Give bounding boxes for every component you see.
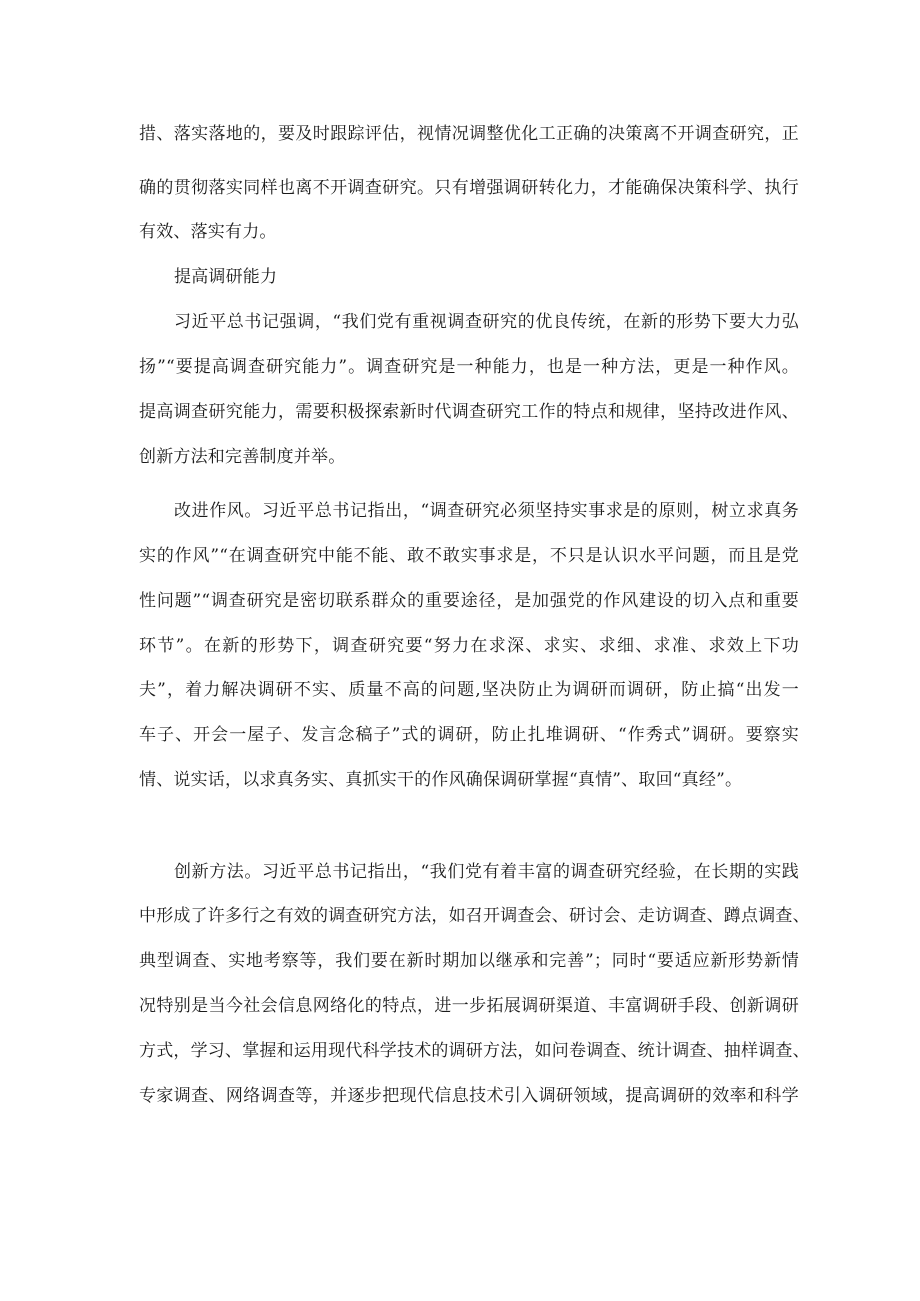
text-line: 中形成了许多行之有效的调查研究方法，如召开调查会、研讨会、走访调查、蹲点调查、 — [139, 906, 810, 926]
text-line: 改进作风。习近平总书记指出，“调查研究必须坚持实事求是的原则，树立求真务 — [174, 501, 799, 521]
text-line: 车子、开会一屋子、发言念稿子”式的调研，防止扎堆调研、“作秀式”调研。要察实 — [139, 725, 799, 745]
text-line: 习近平总书记强调，“我们党有重视调查研究的优良传统，在新的形势下要大力弘 — [174, 312, 799, 332]
text-line: 创新方法。习近平总书记指出，“我们党有着丰富的调查研究经验，在长期的实践 — [174, 862, 799, 882]
text-line: 专家调查、网络调查等，并逐步把现代信息技术引入调研领域，提高调研的效率和科学 — [139, 1086, 799, 1106]
text-line: 措、落实落地的，要及时跟踪评估，视情况调整优化工正确的决策离不开调查研究，正 — [139, 124, 799, 144]
text-line: 况特别是当今社会信息网络化的特点，进一步拓展调研渠道、丰富调研手段、创新调研 — [139, 996, 799, 1016]
text-line: 夫”，着力解决调研不实、质量不高的问题,坚决防止为调研而调研，防止搞“出发一 — [139, 680, 799, 700]
text-line: 方式，学习、掌握和运用现代科学技术的调研方法，如问卷调查、统计调查、抽样调查、 — [139, 1041, 810, 1061]
section-heading: 提高调研能力 — [174, 267, 278, 287]
text-line: 典型调查、实地考察等，我们要在新时期加以继承和完善”；同时“要适应新形势新情 — [139, 951, 799, 971]
text-line: 确的贯彻落实同样也离不开调查研究。只有增强调研转化力，才能确保决策科学、执行 — [139, 178, 799, 198]
text-line: 情、说实话，以求真务实、真抓实干的作风确保调研掌握“真情”、取回“真经”。 — [139, 770, 743, 790]
text-line: 提高调查研究能力，需要积极探索新时代调查研究工作的特点和规律，坚持改进作风、 — [139, 402, 799, 422]
text-line: 实的作风”“在调查研究中能不能、敢不敢实事求是，不只是认识水平问题，而且是党 — [139, 546, 799, 566]
text-line: 有效、落实有力。 — [139, 222, 277, 242]
text-line: 扬”“要提高调查研究能力”。调查研究是一种能力，也是一种方法，更是一种作风。 — [139, 357, 799, 377]
text-line: 创新方法和完善制度并举。 — [139, 447, 346, 467]
text-line: 环节”。在新的形势下，调查研究要“努力在求深、求实、求细、求准、求效上下功 — [139, 636, 799, 656]
text-line: 性问题”“调查研究是密切联系群众的重要途径，是加强党的作风建设的切入点和重要 — [139, 591, 799, 611]
